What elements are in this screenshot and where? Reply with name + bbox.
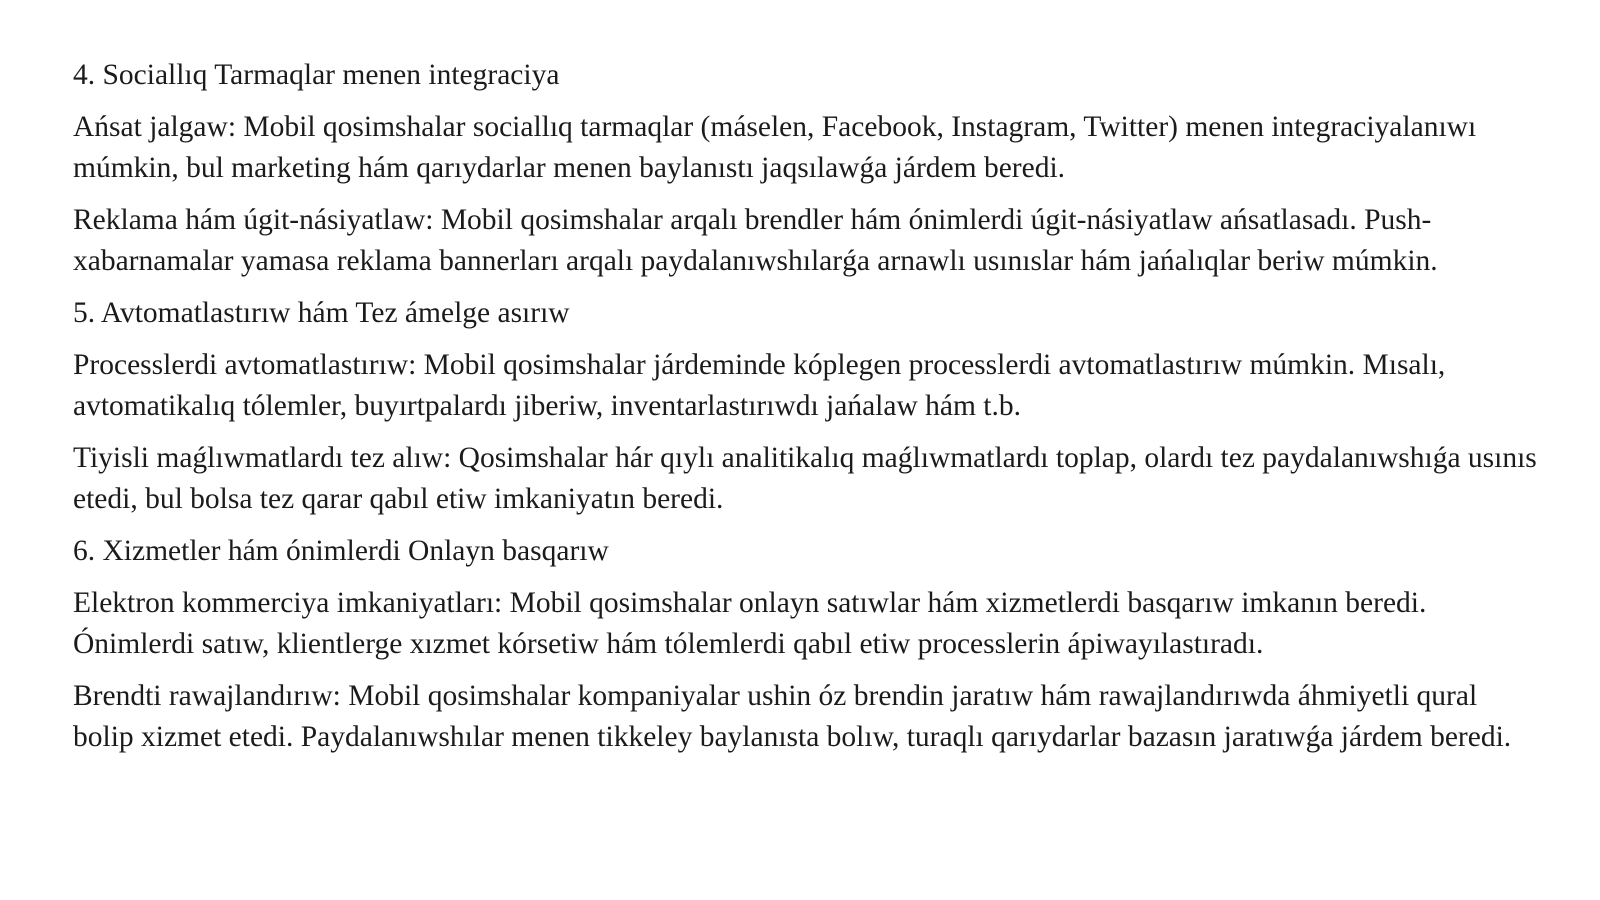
paragraph: Processlerdi avtomatlastırıw: Mobil qosimshalar járdeminde kóplegen processlerdi avtomatlastırıw múmkin. Mısalı, avtomatikalıq tólemler, buyırtpalardı jiberiw, inventarlastırıwdı jańalaw hám t.b. [73, 349, 1446, 422]
document-body [73, 55, 1543, 769]
section-heading: 6. Xizmetler hám ónimlerdi Onlayn basqarıw [73, 535, 609, 567]
section-heading: 4. Sociallıq Tarmaqlar menen integraciya [73, 59, 560, 91]
paragraph: Tiyisli maǵlıwmatlardı tez alıw: Qosimshalar hár qıylı analitikalıq maǵlıwmatlardı toplap, olardı tez paydalanıwshıǵa usınıs etedi, bul bolsa tez qarar qabıl etiw imkaniyatın beredi. [73, 442, 1537, 515]
paragraph: Elektron kommerciya imkaniyatları: Mobil qosimshalar onlayn satıwlar hám xizmetlerdi basqarıw imkanın beredi. Ónimlerdi satıw, klientlerge xızmet kórsetiw hám tólemlerdi qabıl etiw processlerin ápiwayılastıradı. [73, 587, 1427, 660]
paragraph: Brendti rawajlandırıw: Mobil qosimshalar kompaniyalar ushin óz brendin jaratıw hám rawajlandırıwda áhmiyetli qural bolip xizmet etedi. Paydalanıwshılar menen tikkeley baylanısta bolıw, turaqlı qarıydarlar bazasın jaratıwǵa járdem beredi. [73, 680, 1512, 753]
paragraph: Reklama hám úgit-násiyatlaw: Mobil qosimshalar arqalı brendler hám ónimlerdi úgit-násiyatlaw ańsatlasadı. Push-xabarnamalar yamasa reklama bannerları arqalı paydalanıwshılarǵa arnawlı usınıslar hám jańalıqlar beriw múmkin. [73, 204, 1438, 277]
section-heading: 5. Avtomatlastırıw hám Tez ámelge asırıw [73, 297, 570, 329]
paragraph: Ańsat jalgaw: Mobil qosimshalar sociallıq tarmaqlar (máselen, Facebook, Instagram, Twitter) menen integraciyalanıwı múmkin, bul marketing hám qarıydarlar menen baylanıstı jaqsılawǵa járdem beredi. [73, 111, 1477, 184]
